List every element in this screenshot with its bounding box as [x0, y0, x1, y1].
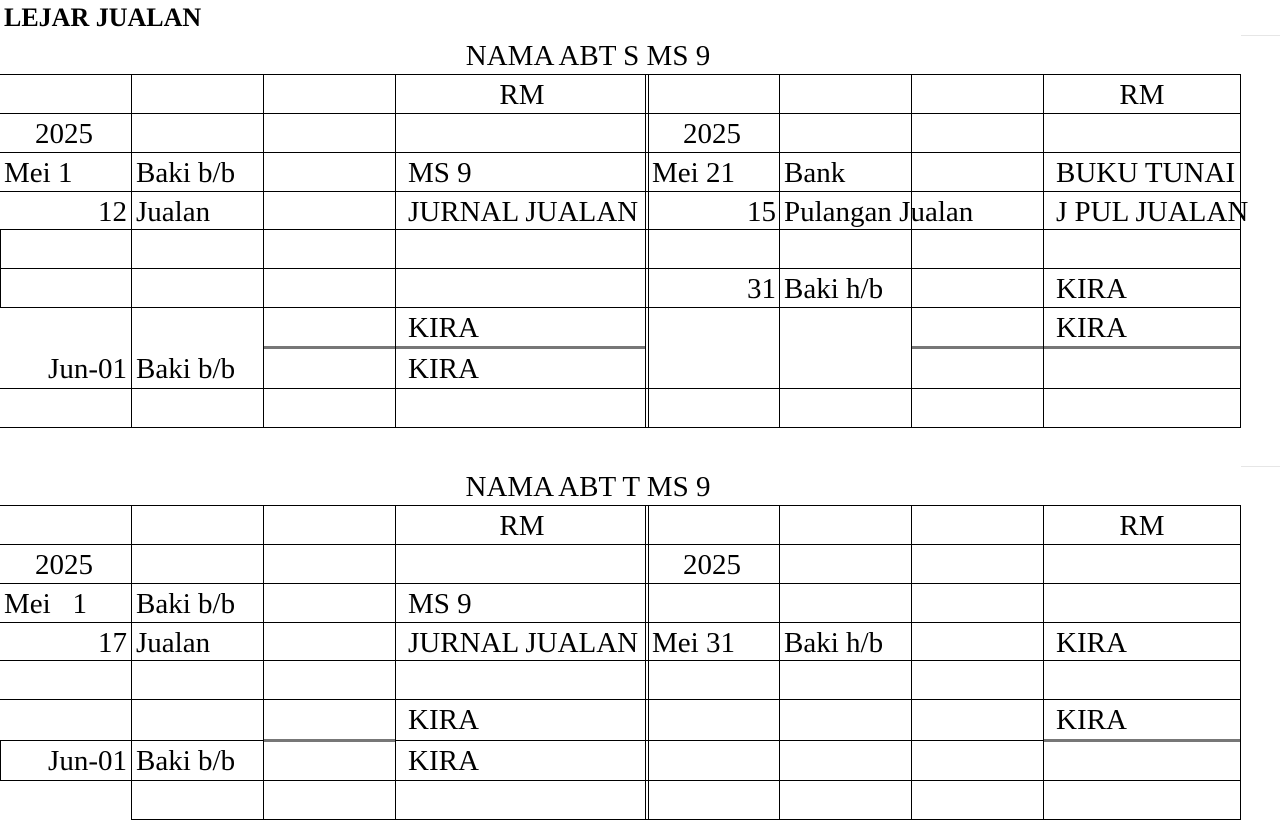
debit-reference	[408, 231, 668, 270]
ledger-row	[0, 350, 1241, 389]
debit-reference	[408, 270, 668, 309]
credit-date: Mei 21	[652, 157, 735, 189]
credit-date: 15	[747, 196, 776, 228]
grid-line	[0, 505, 1241, 506]
credit-date	[649, 662, 776, 701]
year-row	[0, 115, 1241, 154]
credit-reference	[1056, 231, 1276, 270]
rm-header-right: RM	[1119, 510, 1165, 542]
year-right: 2025	[683, 549, 741, 581]
debit-description: Baki b/b	[136, 588, 236, 620]
debit-description	[136, 231, 264, 270]
credit-date: 31	[747, 273, 776, 305]
ledger-row	[0, 585, 1241, 624]
ledger-row	[0, 662, 1241, 701]
debit-description	[136, 309, 264, 348]
credit-description	[784, 701, 1044, 740]
credit-date	[649, 309, 776, 348]
debit-description	[136, 662, 264, 701]
ledger-total-row	[0, 309, 1241, 348]
ledger-row	[0, 231, 1241, 270]
debit-reference: KIRA	[408, 353, 479, 385]
debit-description: Jualan	[136, 196, 211, 228]
debit-description	[136, 270, 264, 309]
credit-description	[784, 662, 1044, 701]
credit-reference: KIRA	[1056, 273, 1127, 305]
debit-date: Jun-01	[48, 353, 127, 385]
credit-reference	[1056, 662, 1276, 701]
ledger-s-title: NAMA ABT S MS 9	[465, 40, 711, 72]
debit-date: Jun-01	[48, 745, 127, 777]
ledger-row	[0, 154, 1241, 193]
debit-total: KIRA	[408, 312, 479, 344]
credit-reference: BUKU TUNAI	[1056, 157, 1236, 189]
credit-total: KIRA	[1056, 312, 1127, 344]
debit-date: Mei 1	[4, 588, 87, 620]
credit-description	[784, 309, 1044, 348]
debit-reference: JURNAL JUALAN	[408, 196, 639, 228]
credit-description: Bank	[784, 157, 846, 189]
credit-date	[649, 701, 776, 740]
year-left: 2025	[35, 118, 93, 150]
ledger-row	[0, 270, 1241, 309]
year-right: 2025	[683, 118, 741, 150]
debit-date: 12	[98, 196, 127, 228]
debit-date: Mei 1	[4, 157, 73, 189]
credit-description: Baki h/b	[784, 627, 884, 659]
credit-description	[784, 742, 1044, 781]
rm-header-left: RM	[499, 510, 545, 542]
document-title: LEJAR JUALAN	[4, 3, 202, 32]
debit-description: Baki b/b	[136, 745, 236, 777]
credit-reference	[1056, 350, 1276, 389]
credit-date	[649, 742, 776, 781]
debit-description	[136, 701, 264, 740]
header-row	[0, 507, 1241, 546]
faint-gridline	[1241, 35, 1280, 36]
rm-header-left: RM	[499, 79, 545, 111]
credit-description: Pulangan Jualan	[784, 196, 974, 228]
debit-reference: KIRA	[408, 745, 479, 777]
grid-line	[0, 427, 1241, 428]
debit-date	[0, 662, 127, 701]
rm-header-right: RM	[1119, 79, 1165, 111]
header-row	[0, 76, 1241, 115]
credit-reference: J PUL JUALAN	[1056, 196, 1249, 228]
debit-description: Baki b/b	[136, 353, 236, 385]
debit-date	[0, 231, 127, 270]
ledger-row	[0, 193, 1249, 232]
ledger-total-row	[0, 701, 1241, 740]
grid-line	[0, 740, 264, 741]
credit-reference: KIRA	[1056, 627, 1127, 659]
credit-description	[784, 585, 1044, 624]
credit-date	[649, 350, 776, 389]
credit-reference	[1056, 742, 1276, 781]
grid-line	[131, 819, 1241, 820]
debit-reference: JURNAL JUALAN	[408, 627, 639, 659]
debit-reference: MS 9	[408, 157, 472, 189]
credit-description	[784, 350, 1044, 389]
ledger-t-title: NAMA ABT T MS 9	[465, 471, 711, 503]
grid-line	[0, 74, 1241, 75]
debit-date: 17	[98, 627, 127, 659]
debit-description: Jualan	[136, 627, 211, 659]
debit-total: KIRA	[408, 704, 479, 736]
ledger-row	[0, 742, 1241, 781]
debit-date	[0, 701, 127, 740]
year-row	[0, 546, 1241, 585]
debit-date	[0, 309, 127, 348]
credit-description	[784, 231, 1044, 270]
debit-description: Baki b/b	[136, 157, 236, 189]
credit-total: KIRA	[1056, 704, 1127, 736]
ledger-row	[0, 624, 1241, 663]
faint-gridline	[1241, 466, 1280, 467]
credit-date: Mei 31	[652, 627, 735, 659]
debit-date	[0, 270, 127, 309]
credit-date	[649, 231, 776, 270]
grid-line	[396, 740, 1044, 741]
year-left: 2025	[35, 549, 93, 581]
credit-reference	[1056, 585, 1276, 624]
debit-reference: MS 9	[408, 588, 472, 620]
credit-description: Baki h/b	[784, 273, 884, 305]
debit-reference	[408, 662, 668, 701]
credit-date	[649, 585, 776, 624]
